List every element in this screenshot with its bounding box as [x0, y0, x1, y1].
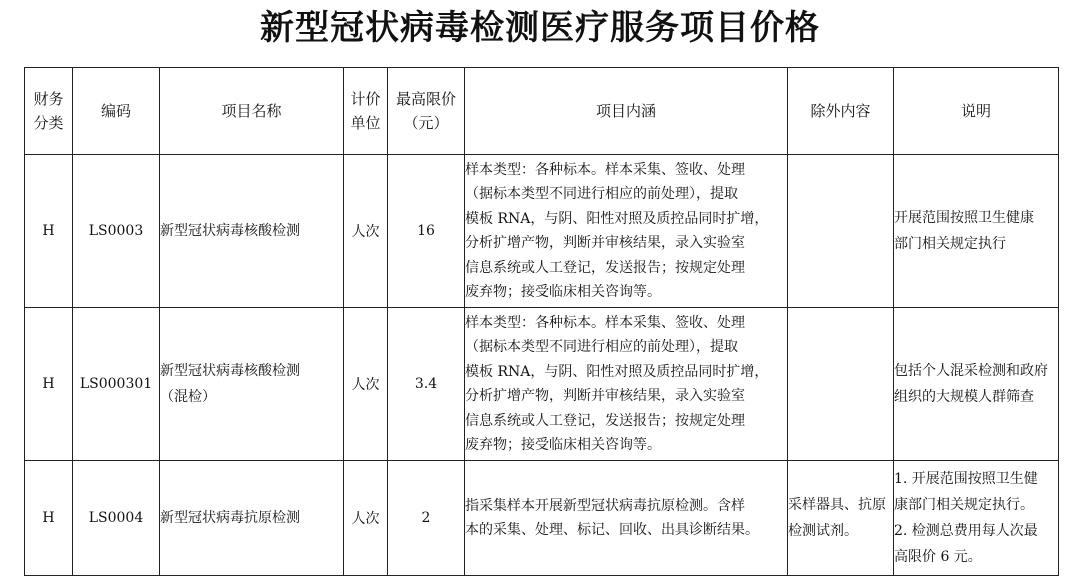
cell-note: 1. 开展范围按照卫生健 康部门相关规定执行。 2. 检测总费用每人次最 高限价 6 元。 [894, 461, 1059, 576]
table-row [25, 308, 1059, 461]
page-title: 新型冠状病毒检测医疗服务项目价格 [260, 8, 820, 48]
header-name: 项目名称 [160, 68, 344, 155]
header-category: 财务 分类 [25, 68, 73, 155]
cell-price: 2 [388, 461, 465, 576]
cell-note: 开展范围按照卫生健康 部门相关规定执行 [894, 155, 1059, 308]
cell-name: 新型冠状病毒核酸检测 [160, 155, 344, 308]
cell-unit: 人次 [344, 461, 388, 576]
cell-category: H [25, 155, 73, 308]
cell-category: H [25, 308, 73, 461]
cell-content: 样本类型：各种标本。样本采集、签收、处理 （据标本类型不同进行相应的前处理），提取 模板 RNA，与阴、阳性对照及质控品同时扩增， 分析扩增产物，判断并审核结果，录入实验室 信息系统或人工登记，发送报告；按规定处理 废弃物；接受临床相关咨询等。 [465, 308, 788, 461]
header-price: 最高限价 （元） [388, 68, 465, 155]
cell-content: 样本类型：各种标本。样本采集、签收、处理 （据标本类型不同进行相应的前处理），提取 模板 RNA，与阴、阳性对照及质控品同时扩增， 分析扩增产物，判断并审核结果，录入实验室 信息系统或人工登记，发送报告；按规定处理 废弃物；接受临床相关咨询等。 [465, 155, 788, 308]
header-note: 说明 [894, 68, 1059, 155]
header-row [25, 68, 1059, 155]
table-row [25, 461, 1059, 576]
table-row [25, 155, 1059, 308]
header-unit: 计价 单位 [344, 68, 388, 155]
cell-price: 3.4 [388, 308, 465, 461]
cell-code: LS0003 [73, 155, 160, 308]
header-content: 项目内涵 [465, 68, 788, 155]
cell-category: H [25, 461, 73, 576]
cell-price: 16 [388, 155, 465, 308]
cell-code: LS000301 [73, 308, 160, 461]
cell-excluded [788, 308, 894, 461]
price-table [24, 67, 1059, 576]
cell-unit: 人次 [344, 308, 388, 461]
cell-name: 新型冠状病毒抗原检测 [160, 461, 344, 576]
cell-content: 指采集样本开展新型冠状病毒抗原检测。含样 本的采集、处理、标记、回收、出具诊断结果。 [465, 461, 788, 576]
cell-code: LS0004 [73, 461, 160, 576]
cell-excluded [788, 155, 894, 308]
cell-name: 新型冠状病毒核酸检测 （混检） [160, 308, 344, 461]
cell-note: 包括个人混采检测和政府 组织的大规模人群筛查 [894, 308, 1059, 461]
header-excluded: 除外内容 [788, 68, 894, 155]
cell-excluded: 采样器具、抗原 检测试剂。 [788, 461, 894, 576]
header-code: 编码 [73, 68, 160, 155]
cell-unit: 人次 [344, 155, 388, 308]
